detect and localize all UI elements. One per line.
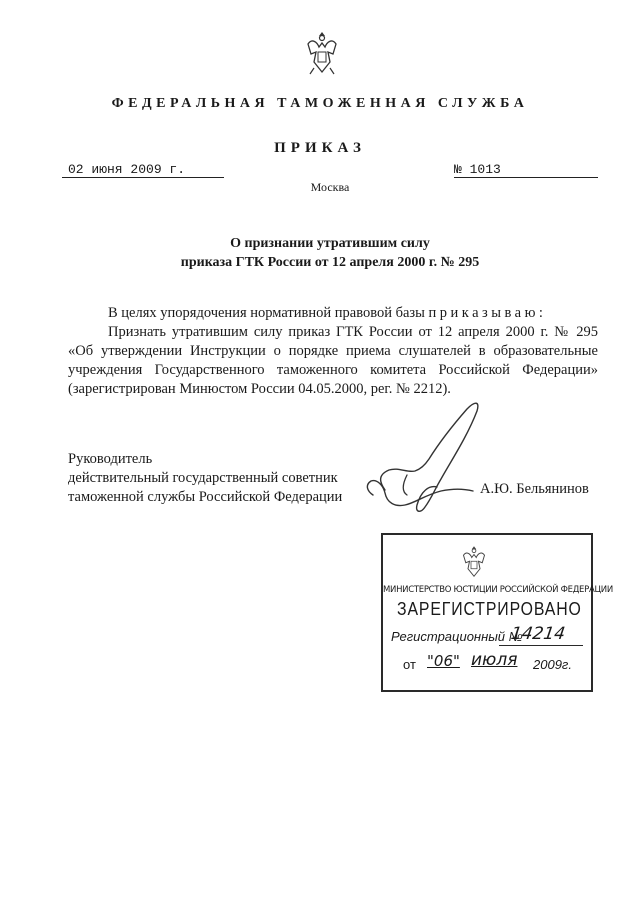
preamble-text: В целях упорядочения нормативной правовой базы (108, 305, 425, 321)
body-line: (зарегистрирован Минюстом России 04.05.2000, рег. № 2212). (68, 381, 451, 397)
signatory-title-line: Руководитель (68, 451, 153, 467)
stamp-underline (499, 645, 583, 646)
stamp-date-prefix: от (403, 657, 416, 672)
signatory-name: А.Ю. Бельянинов (480, 481, 589, 497)
document-type: ПРИКАЗ (274, 140, 366, 156)
body-line: учреждения Государственного таможенного комитета Российской Федерации» (68, 362, 598, 378)
preamble-paragraph (68, 304, 598, 323)
signatory-title (68, 450, 342, 507)
order-date: 02 июня 2009 г. (62, 162, 224, 178)
stamp-status: ЗАРЕГИСТРИРОВАНО (397, 599, 582, 619)
order-subject (0, 234, 640, 272)
stamp-reg-label: Регистрационный № (391, 629, 523, 644)
order-city: Москва (310, 180, 350, 194)
coat-of-arms-icon (459, 543, 489, 581)
subject-line: О признании утратившим силу (230, 236, 430, 251)
stamp-date-month: июля (471, 650, 518, 670)
coat-of-arms-icon (302, 28, 342, 78)
stamp-reg-number: 14214 (509, 624, 567, 644)
stamp-date-year: 2009г. (533, 657, 572, 672)
handwritten-signature (355, 395, 495, 535)
registration-stamp (381, 533, 613, 692)
stamp-date-day: "06" (427, 652, 460, 670)
subject-line: приказа ГТК России от 12 апреля 2000 г. № 295 (180, 255, 480, 270)
signatory-title-line: таможенной службы Российской Федерации (68, 489, 343, 505)
body-line: Признать утратившим силу приказ ГТК России от 12 апреля 2000 г. № 295 (108, 324, 598, 340)
order-body (68, 304, 598, 399)
order-number: № 1013 (454, 162, 598, 178)
order-word: приказываю: (428, 305, 547, 321)
body-line: «Об утверждении Инструкции о порядке приема слушателей в образовательные (68, 343, 598, 359)
agency-name: ФЕДЕРАЛЬНАЯ ТАМОЖЕННАЯ СЛУЖБА (111, 96, 529, 111)
stamp-ministry: МИНИСТЕРСТВО ЮСТИЦИИ РОССИЙСКОЙ ФЕДЕРАЦИИ (383, 585, 613, 595)
signatory-title-line: действительный государственный советник (68, 470, 338, 486)
